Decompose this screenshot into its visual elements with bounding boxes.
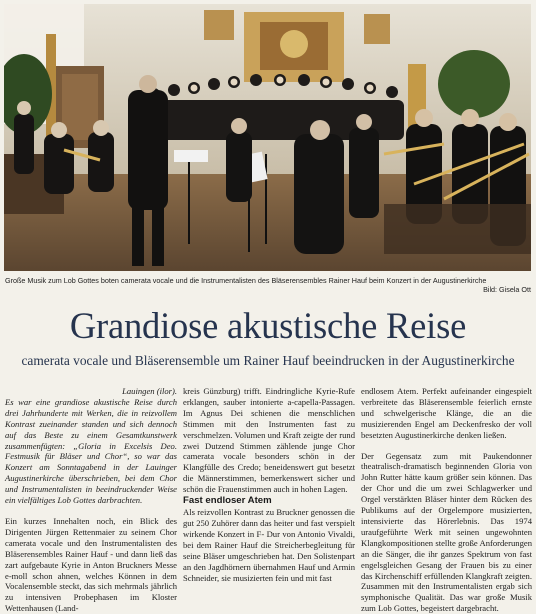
concert-photo: [4, 4, 531, 271]
church-concert-illustration: [4, 4, 531, 271]
article-column-2: [183, 386, 355, 583]
subheadline: camerata vocale und Bläserensemble um Rainer Hauf beeindrucken in der Augustinerkirche: [21, 353, 515, 368]
article-column-1: [5, 386, 177, 614]
article-column-3: [361, 386, 532, 614]
section-subtitle: Fast endloser Atem: [183, 495, 272, 507]
photo-caption: [5, 276, 531, 294]
body-paragraph: endlosem Atem. Perfekt aufeinander eingespielt verbreitete das Bläserensemble feierlich ernste und schwelgerische Klänge, die an die musizierenden Engel am Deckenfresko der voll besetzten Augustinerkirche denken ließen.: [361, 386, 532, 440]
caption-text: Große Musik zum Lob Gottes boten camerata vocale und die Instrumentalisten des Bläserensembles Rainer Hauf beim Konzert in der Augustinerkirche: [5, 276, 487, 285]
headline: Grandiose akustische Reise: [69, 305, 467, 346]
intro-paragraph: Es war eine grandiose akustische Reise durch drei Jahrhunderte mit Werken, die in reizvollem Kontrast zueinander standen und sich dennoch auf das Beste zu einem Gesamtkunstwerk zusammenfügten: „Gloria in Excelsis Deo. Festmusik für Bläser und Chor“, so war das Konzert am Sonntagabend in der Lauinger Augustinerkirche überschrieben, bei dem Chor und Instrumentalisten in beeindruckender Weise ein vielfältiges Lob Gottes darbrachten.: [5, 396, 177, 506]
body-paragraph: Als reizvollen Kontrast zu Bruckner genossen die gut 250 Zuhörer dann das heiter und fast verspielt wirkende Konzert in F- Dur von Antonio Vivaldi, bei dem Rainer Hauf die Streicherbegleitung für seine Bläser umgeschrieben hat. Den Solistenpart an den Jagdhörnern übernahmen Hauf und Armin Schneider, sie musizierten fein und mit fast: [183, 507, 355, 583]
photo-credit: Bild: Gisela Ott: [483, 285, 531, 295]
dateline: Lauingen (ilor).: [122, 386, 177, 396]
body-paragraph: kreis Günzburg) trifft. Eindringliche Kyrie-Rufe erklangen, sauber intonierte a-capella-Passagen. Im Agnus Dei schienen die menschlichen Stimmen mit den Instrumenten fast zu verschmelzen. Volumen und Kraft zeigte der rund zwei Dutzend Stimmen zählende junge Chor camerata vocale besonders schön in der Klangfülle des Credo; beneidenswert gut besetzt die Männerstimmen, bemerkenswert sicher und schön die Frauenstimmen auch in hohen Lagen.: [183, 386, 355, 495]
body-paragraph: Ein kurzes Innehalten noch, ein Blick des Dirigenten Jürgen Rettenmaier zu seinem Chor camerata vocale und den Instrumentalisten des Bläserensembles Rainer Hauf - und dann ließ das zart aufgebaute Kyrie in Anton Bruckners Messe e-moll schon ahnen, welches Können in dem Vocalensemble steckt, das sich mehrmals jährlich zu intensiven Probephasen im Kloster Wettenhausen (Land-: [5, 515, 177, 614]
body-paragraph: Der Gegensatz zum mit Paukendonner theatralisch-dramatisch beginnenden Gloria von John Rutter hätte kaum größer sein können. Das der Chor und die um zwei Schlagwerker und Orgel verstärkten Bläser hinter dem Rücken des Publikums auf der Orgelempore musizierten, intensivierte das Hörerlebnis. Das 1974 uraufgeführte Werk mit seinen ungewohnten Klangkompositionen stellte große Anforderungen an die Sänger, die ihr ganzes Spektrum von fast engelsgleichen Gesang der Frauen bis zu einer das Kirchenschiff erfüllenden Klangkraft zeigten. Zusammen mit den Instrumentalisten ergab sich symphonische Qualität. Das war große Musik zum Lob Gottes, begeistert dargebracht.: [361, 450, 532, 614]
